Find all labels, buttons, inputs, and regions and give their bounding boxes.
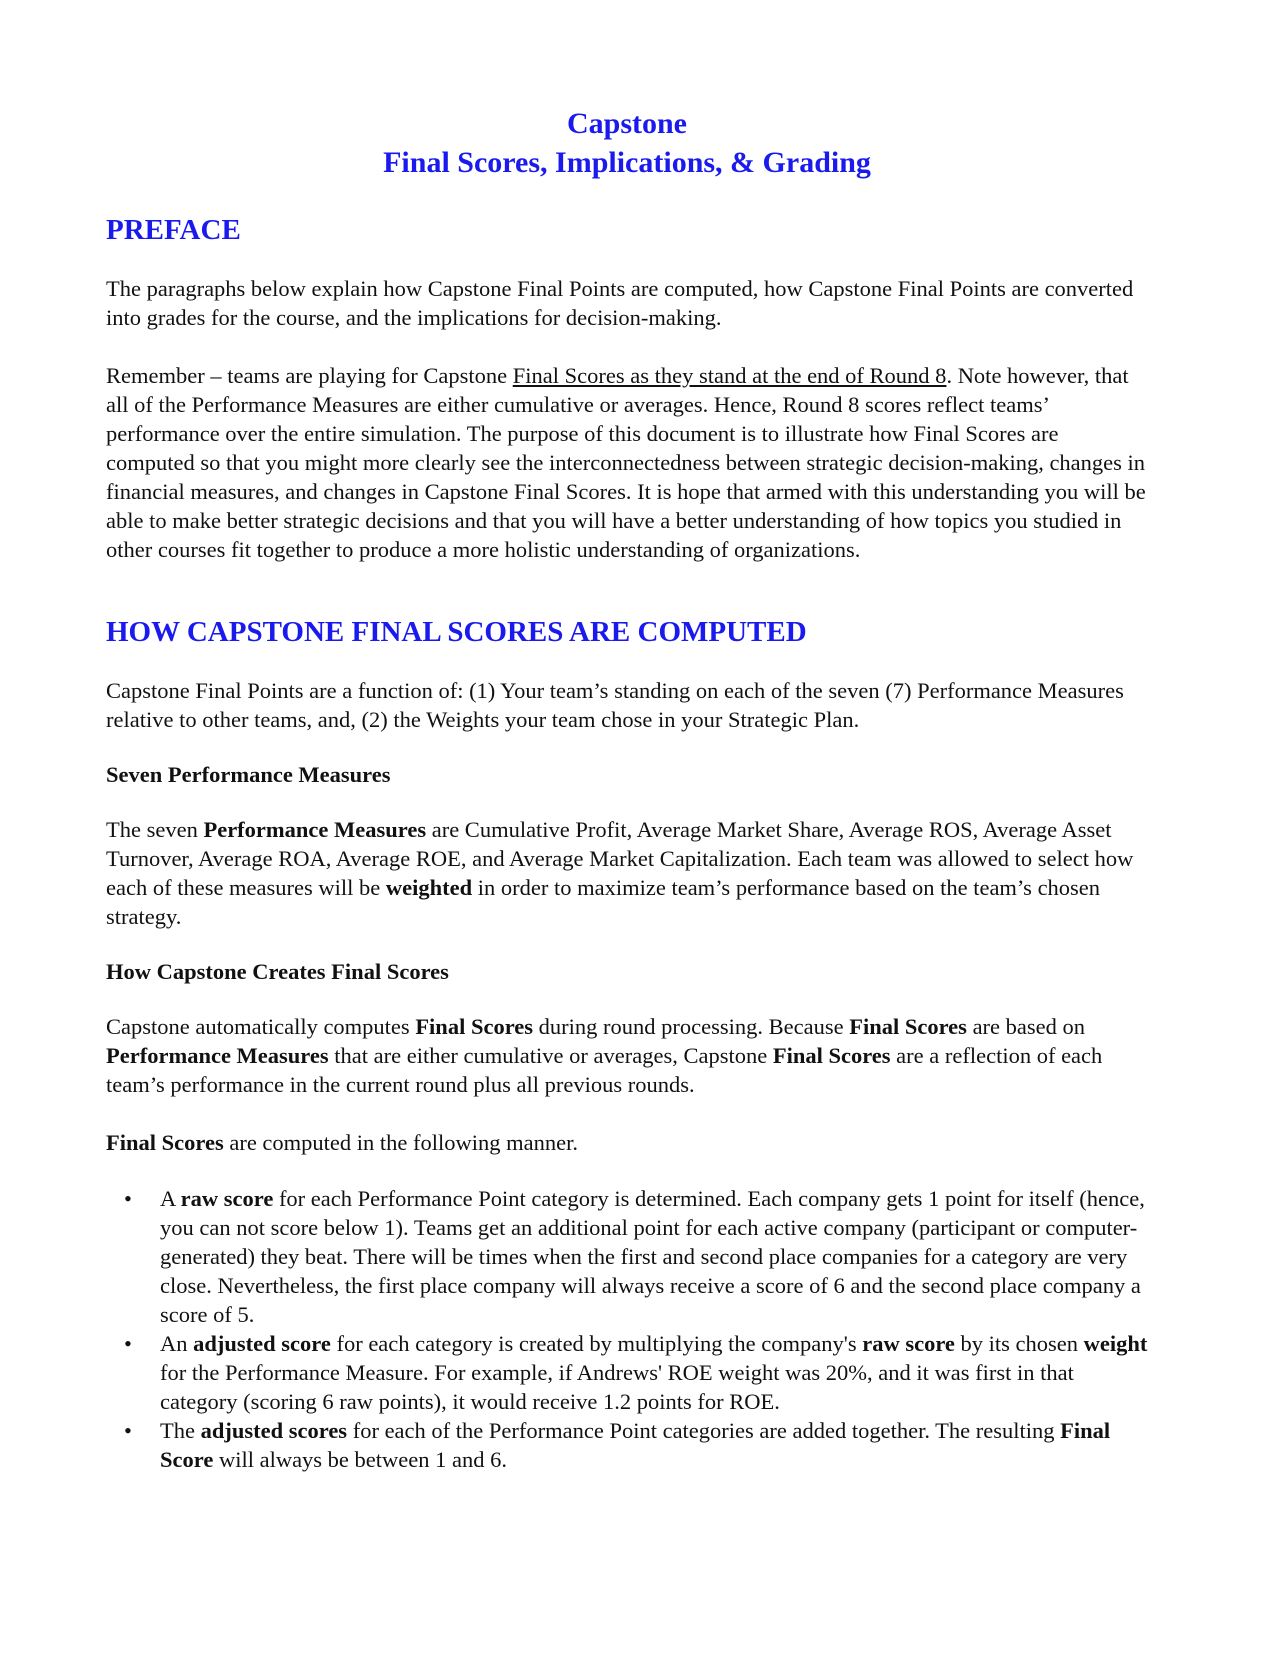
preface-paragraph-2: Remember – teams are playing for Capstone Final Scores as they stand at the end of Round 8. Note however, that all of the Performance Measures are either cumulative or averages. Hence, Round 8 scores reflect teams’ performance over the entire simulation. The purpose of this document is to illustrate how Final Scores are computed so that you might more clearly see the interconnectedness between strategic decision-making, changes in financial measures, and changes in Capstone Final Scores. It is hope that armed with this understanding you will be able to make better strategic decisions and that you will have a better understanding of how topics you studied in other courses fit together to produce a more holistic understanding of organizations. [106, 363, 1146, 562]
list-item: • An adjusted score for each category is created by multiplying the company's raw score by its chosen weight for the Performance Measure. For example, if Andrews' ROE weight was 20%, and it was first in that category (scoring 6 raw points), it would receive 1.2 points for ROE. [124, 1331, 1148, 1414]
underlined-phrase: Final Scores as they stand at the end of Round 8 [512, 363, 947, 388]
list-item: • The adjusted scores for each of the Performance Point categories are added together. The resulting Final Score will always be between 1 and 6. [124, 1418, 1111, 1472]
bullet-icon: • [124, 1331, 132, 1356]
document-title [106, 104, 1148, 182]
bullet-icon: • [124, 1418, 132, 1443]
preface-heading: PREFACE [106, 214, 241, 246]
measures-paragraph: The seven Performance Measures are Cumulative Profit, Average Market Share, Average ROS, Average Asset Turnover, Average ROA, Average ROE, and Average Market Capitalization. Each team was allowed to select how each of these measures will be weighted in order to maximize team’s performance based on the team’s chosen strategy. [106, 817, 1134, 929]
title-line-2: Final Scores, Implications, & Grading [383, 146, 871, 179]
title-line-1: Capstone [566, 107, 687, 140]
measures-subheading: Seven Performance Measures [106, 762, 391, 787]
list-item: • A raw score for each Performance Point category is determined. Each company gets 1 point for itself (hence, you can not score below 1). Teams get an additional point for each active company (participant or computer-generated) they beat. There will be times when the first and second place companies for a category are very close. Nevertheless, the first place company will always receive a score of 6 and the second place company a score of 5. [124, 1186, 1145, 1327]
bullet-icon: • [124, 1186, 132, 1211]
creates-subheading: How Capstone Creates Final Scores [106, 959, 449, 984]
computed-heading: HOW CAPSTONE FINAL SCORES ARE COMPUTED [106, 616, 807, 648]
scoring-steps-list [106, 1184, 1148, 1474]
creates-paragraph: Capstone automatically computes Final Scores during round processing. Because Final Scores are based on Performance Measures that are either cumulative or averages, Capstone Final Scores are a reflection of each team’s performance in the current round plus all previous rounds. [106, 1014, 1103, 1097]
preface-paragraph-1: The paragraphs below explain how Capstone Final Points are computed, how Capstone Final Points are converted into grades for the course, and the implications for decision-making. [106, 276, 1134, 330]
manner-paragraph: Final Scores are computed in the following manner. [106, 1130, 578, 1155]
computed-intro: Capstone Final Points are a function of: (1) Your team’s standing on each of the seven (7) Performance Measures relative to other teams, and, (2) the Weights your team chose in your Strategic Plan. [106, 678, 1124, 732]
